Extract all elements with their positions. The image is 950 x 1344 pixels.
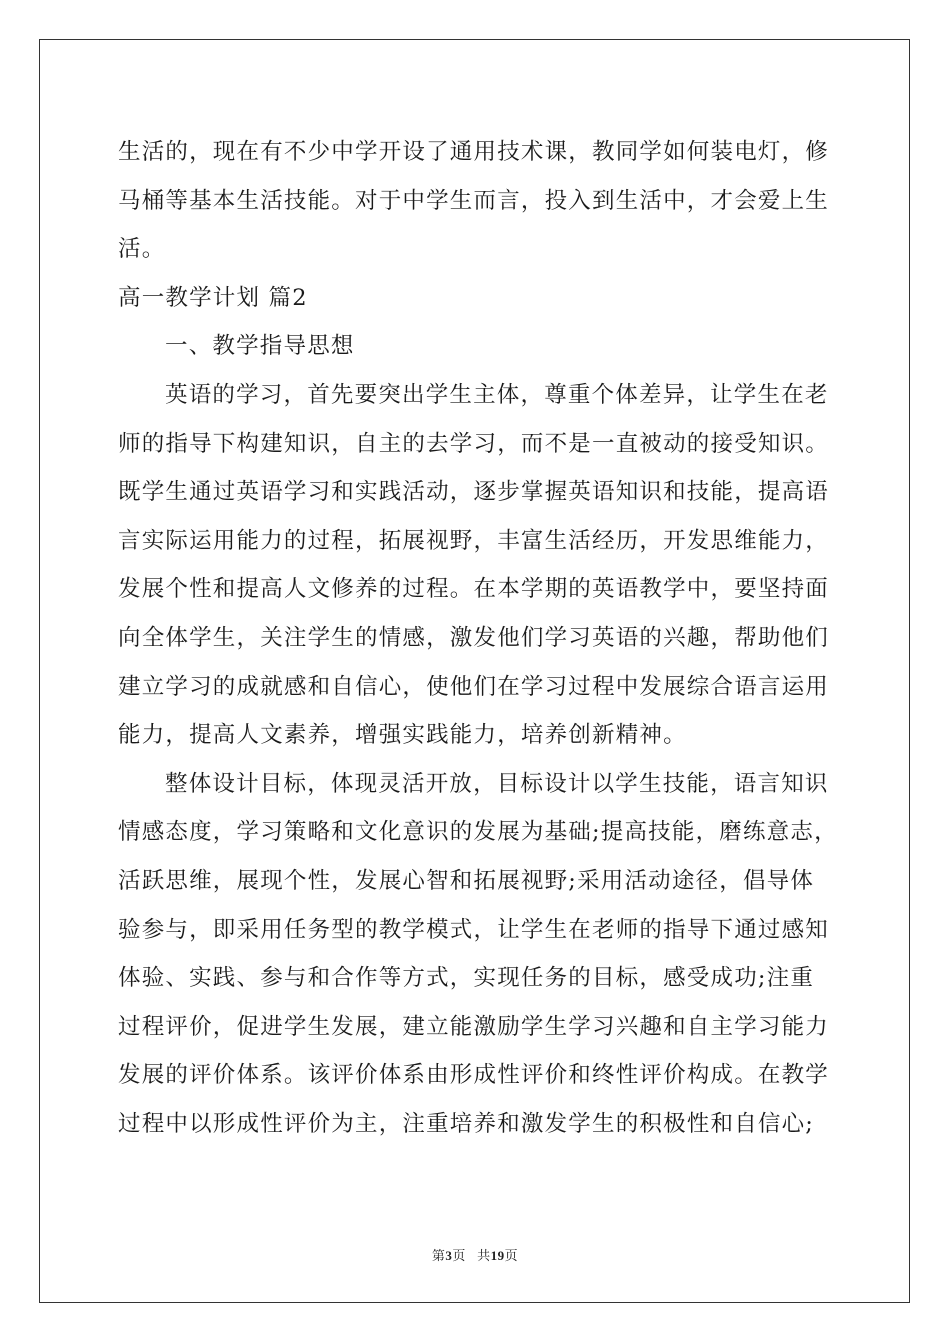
total-suffix: 页 xyxy=(504,1248,519,1263)
text-line: 验参与，即采用任务型的教学模式，让学生在老师的指导下通过感知 xyxy=(118,916,830,943)
page-suffix: 页 xyxy=(452,1248,466,1263)
text-line: 生活的，现在有不少中学开设了通用技术课，教同学如何装电灯，修 xyxy=(118,139,830,165)
subsection-heading: 一、教学指导思想 xyxy=(165,333,355,360)
total-prefix: 共 xyxy=(477,1248,491,1263)
text-line: 能力，提高人文素养，增强实践能力，培养创新精神。 xyxy=(118,722,687,749)
text-line: 过程中以形成性评价为主，注重培养和激发学生的积极性和自信心; xyxy=(118,1110,815,1137)
document-body xyxy=(118,128,838,1148)
paragraph-start: 整体设计目标，体现灵活开放，目标设计以学生技能，语言知识 xyxy=(165,770,829,797)
text-line: 马桶等基本生活技能。对于中学生而言，投入到生活中，才会爱上生 xyxy=(118,187,830,214)
text-line: 建立学习的成就感和自信心，使他们在学习过程中发展综合语言运用 xyxy=(118,673,830,700)
text-line: 师的指导下构建知识，自主的去学习，而不是一直被动的接受知识。 xyxy=(118,430,830,457)
text-line: 发展个性和提高人文修养的过程。在本学期的英语教学中，要坚持面 xyxy=(118,576,830,603)
text-line: 言实际运用能力的过程，拓展视野，丰富生活经历，开发思维能力， xyxy=(118,527,830,554)
text-line: 情感态度，学习策略和文化意识的发展为基础;提高技能，磨练意志， xyxy=(118,819,838,846)
text-line: 向全体学生，关注学生的情感，激发他们学习英语的兴趣，帮助他们 xyxy=(118,624,830,651)
text-line: 活。 xyxy=(118,236,166,263)
section-heading: 高一教学计划 篇2 xyxy=(118,284,308,311)
text-line: 体验、实践、参与和合作等方式，实现任务的目标，感受成功;注重 xyxy=(118,965,815,992)
page-number: 3 xyxy=(445,1248,453,1263)
text-line: 发展的评价体系。该评价体系由形成性评价和终性评价构成。在教学 xyxy=(118,1062,830,1089)
page-footer xyxy=(0,1245,950,1264)
text-line: 过程评价，促进学生发展，建立能激励学生学习兴趣和自主学习能力 xyxy=(118,1013,830,1040)
total-pages: 19 xyxy=(490,1248,505,1263)
paragraph-start: 英语的学习，首先要突出学生主体，尊重个体差异，让学生在老 xyxy=(165,381,829,408)
text-line: 活跃思维，展现个性，发展心智和拓展视野;采用活动途径，倡导体 xyxy=(118,867,815,894)
page-prefix: 第 xyxy=(431,1248,446,1263)
text-line: 既学生通过英语学习和实践活动，逐步掌握英语知识和技能，提高语 xyxy=(118,479,830,506)
